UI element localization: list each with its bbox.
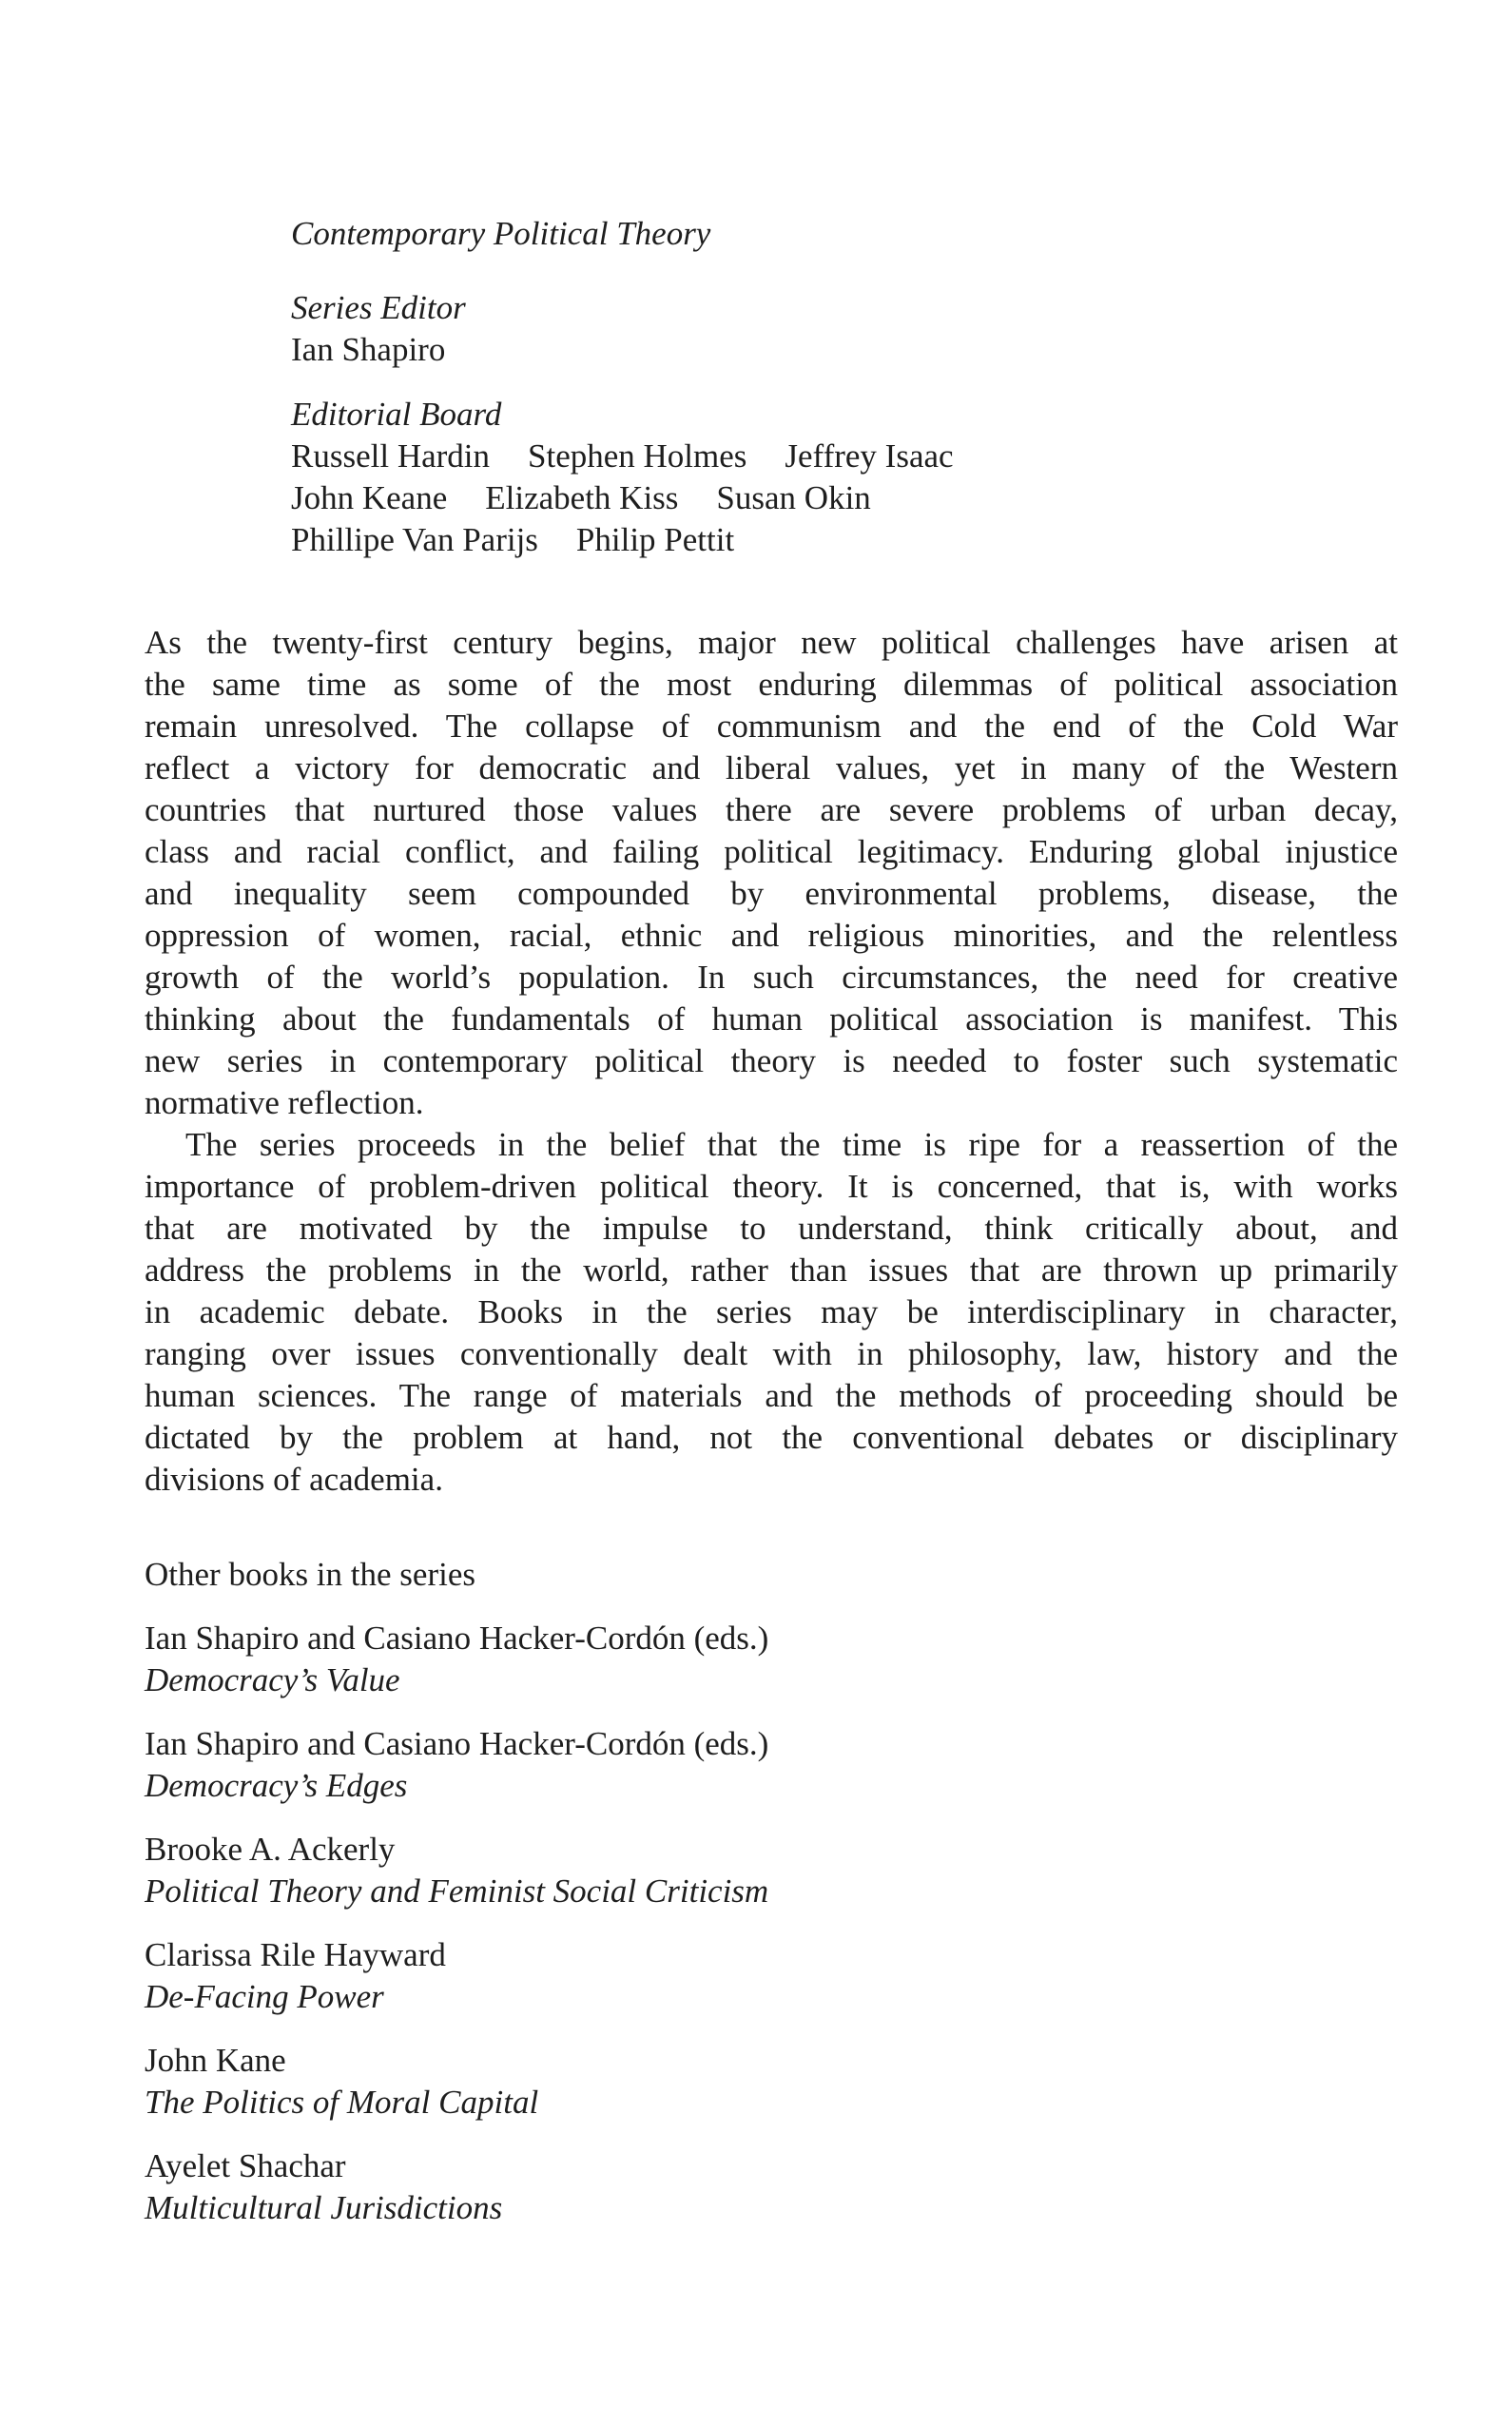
paragraph-line: reflect a victory for democratic and liberal values, yet in many of the Western xyxy=(145,749,1398,786)
book-author: Brooke A. Ackerly xyxy=(145,1831,396,1868)
paragraph-line: importance of problem-driven political theory. It is concerned, that is, with works xyxy=(145,1168,1398,1205)
paragraph-line: in academic debate. Books in the series may be interdisciplinary in character, xyxy=(145,1293,1398,1330)
paragraph-line: As the twenty-first century begins, major new political challenges have arisen at xyxy=(145,624,1398,661)
book-author: John Kane xyxy=(145,2042,286,2079)
paragraph-line: ranging over issues conventionally dealt with in philosophy, law, history and the xyxy=(145,1335,1398,1372)
book-title: Democracy’s Edges xyxy=(145,1767,408,1804)
book-title: Multicultural Jurisdictions xyxy=(145,2189,503,2226)
paragraph-line: that are motivated by the impulse to understand, think critically about, and xyxy=(145,1210,1398,1247)
board-row xyxy=(291,477,992,519)
book-author: Ayelet Shachar xyxy=(145,2147,346,2184)
book-entry xyxy=(145,1829,768,1912)
paragraph-line: countries that nurtured those values there are severe problems of urban decay, xyxy=(145,791,1398,828)
paragraph-line: human sciences. The range of materials and the methods of proceeding should be xyxy=(145,1377,1398,1414)
editorial-board-block xyxy=(291,394,992,561)
book-title: The Politics of Moral Capital xyxy=(145,2084,539,2121)
board-member: Susan Okin xyxy=(716,479,871,516)
paragraph-line: address the problems in the world, rather than issues that are thrown up primarily xyxy=(145,1251,1398,1289)
board-member: John Keane xyxy=(291,479,448,516)
other-books-heading: Other books in the series xyxy=(145,1556,475,1593)
paragraph-line: normative reflection. xyxy=(145,1084,424,1121)
board-row xyxy=(291,519,992,561)
series-description-paragraph-1 xyxy=(145,622,1398,1124)
other-books-section xyxy=(145,1554,768,2251)
paragraph-line: and inequality seem compounded by environmental problems, disease, the xyxy=(145,875,1398,912)
board-member: Jeffrey Isaac xyxy=(785,437,954,475)
book-entry xyxy=(145,2040,768,2124)
paragraph-line: class and racial conflict, and failing political legitimacy. Enduring global injustice xyxy=(145,833,1398,870)
book-entry xyxy=(145,1618,768,1701)
board-member: Stephen Holmes xyxy=(528,437,747,475)
series-editor-label: Series Editor xyxy=(291,289,466,326)
board-row xyxy=(291,436,992,477)
board-member: Phillipe Van Parijs xyxy=(291,521,538,558)
paragraph-line: the same time as some of the most enduring dilemmas of political association xyxy=(145,666,1398,703)
book-author: Clarissa Rile Hayward xyxy=(145,1936,446,1973)
book-author: Ian Shapiro and Casiano Hacker-Cordón (eds.) xyxy=(145,1620,769,1657)
board-member: Philip Pettit xyxy=(575,521,735,558)
book-entry xyxy=(145,1723,768,1807)
paragraph-line: dictated by the problem at hand, not the conventional debates or disciplinary xyxy=(145,1419,1398,1456)
series-title: Contemporary Political Theory xyxy=(291,215,711,252)
board-member: Russell Hardin xyxy=(291,437,491,475)
paragraph-line: new series in contemporary political theory is needed to foster such systematic xyxy=(145,1042,1398,1079)
book-entry xyxy=(145,2145,768,2229)
book-author: Ian Shapiro and Casiano Hacker-Cordón (eds.) xyxy=(145,1725,769,1762)
series-description-paragraph-2 xyxy=(145,1124,1398,1501)
editorial-board-label: Editorial Board xyxy=(291,396,502,433)
paragraph-line: oppression of women, racial, ethnic and religious minorities, and the relentless xyxy=(145,917,1398,954)
series-editor-block xyxy=(291,287,466,371)
paragraph-line: remain unresolved. The collapse of communism and the end of the Cold War xyxy=(145,708,1398,745)
series-editor-name: Ian Shapiro xyxy=(291,331,446,368)
book-title: Political Theory and Feminist Social Criticism xyxy=(145,1872,769,1910)
paragraph-line: divisions of academia. xyxy=(145,1461,443,1498)
book-entry xyxy=(145,1934,768,2018)
paragraph-line: growth of the world’s population. In such circumstances, the need for creative xyxy=(145,959,1398,996)
book-title: Democracy’s Value xyxy=(145,1661,400,1698)
book-title: De-Facing Power xyxy=(145,1978,384,2015)
paragraph-line: The series proceeds in the belief that the time is ripe for a reassertion of the xyxy=(185,1126,1398,1163)
paragraph-line: thinking about the fundamentals of human political association is manifest. This xyxy=(145,1000,1398,1038)
book-list xyxy=(145,1618,768,2229)
board-member: Elizabeth Kiss xyxy=(485,479,679,516)
